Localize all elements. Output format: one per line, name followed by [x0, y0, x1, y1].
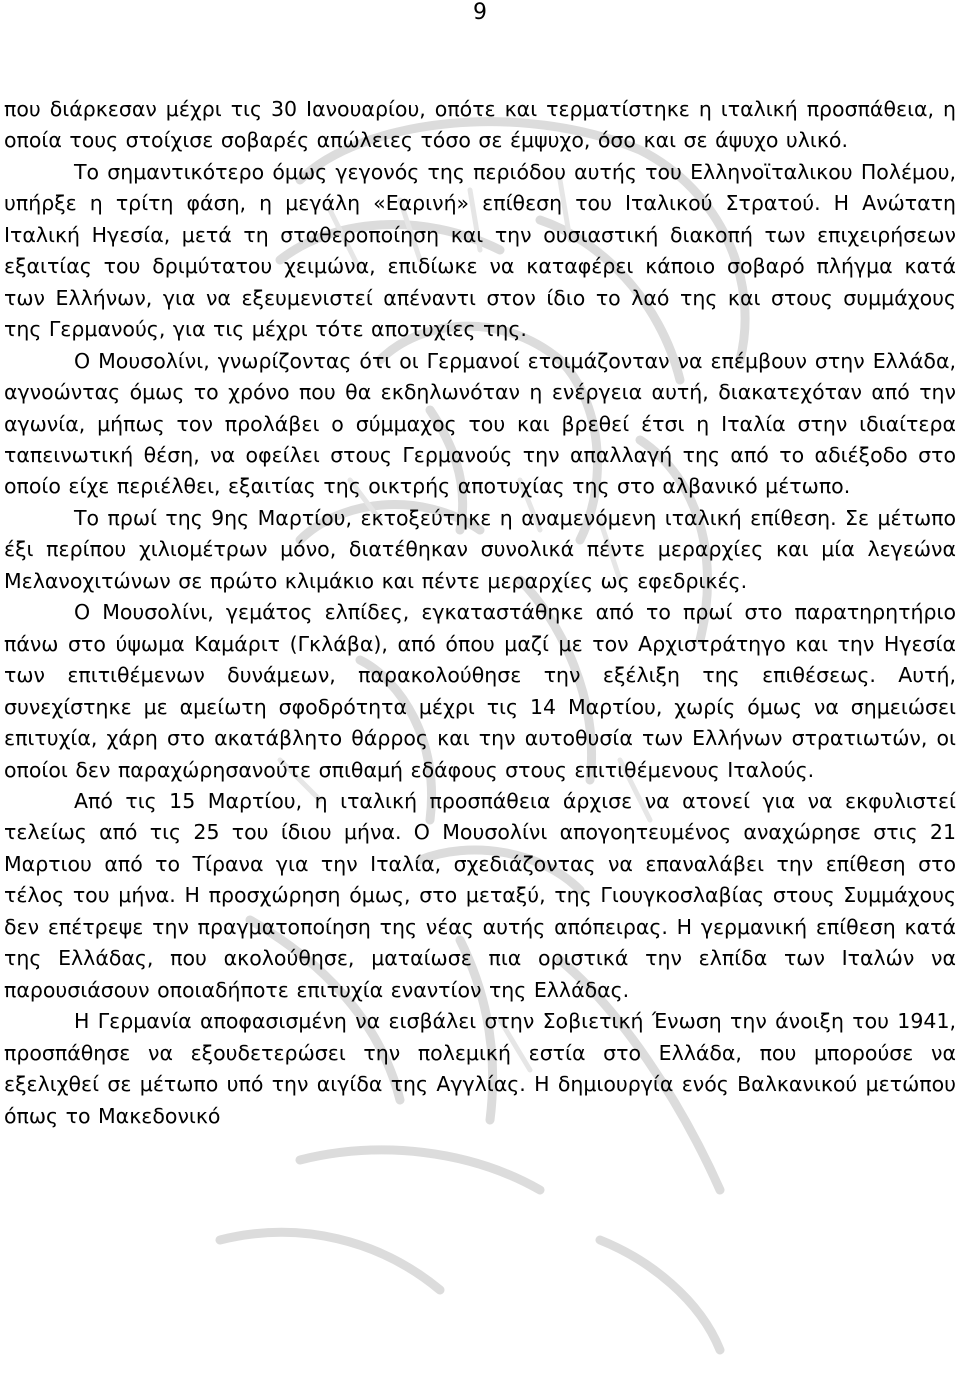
paragraph-1: που διάρκεσαν μέχρι τις 30 Ιανουαρίου, οπότε και τερματίστηκε η ιταλική προσπάθεια, η οποία τους στοίχισε σοβαρές απώλειες τόσο σε έμψυχο, όσο και σε άψυχο υλικό. [4, 97, 956, 153]
paragraph-2: Το σημαντικότερο όμως γεγονός της περιόδου αυτής του Ελληνοϊταλικου Πολέμου, υπήρξε η τρίτη φάση, η μεγάλη «Εαρινή» επίθεση του Ιταλικού Στρατού. Η Ανώτατη Ιταλική Ηγεσία, μετά τη σταθεροποίηση και την ουσιαστική διακοπή των επιχειρήσεων εξαιτίας του δριμύτατου χειμώνα, επιδίωκε να καταφέρει κάποιο σοβαρό πλήγμα κατά των Ελλήνων, για να εξευμενιστεί απέναντι στον ίδιο το λαό της και στους συμμάχους της Γερμανούς, για τις μέχρι τότε αποτυχίες της. [4, 159, 956, 342]
page-number: 9 [473, 0, 487, 25]
paragraph-4: Το πρωί της 9ης Μαρτίου, εκτοξεύτηκε η αναμενόμενη ιταλική επίθεση. Σε μέτωπο έξι περίπου χιλιομέτρων μόνο, διατέθηκαν συνολικά πέντε μεραρχίες και μία λεγεώνα Μελανοχιτώνων σε πρώτο κλιμάκιο και πέντε μεραρχίες ως εφεδρικές. [4, 505, 956, 593]
paragraph-3: Ο Μουσολίνι, γνωρίζοντας ότι οι Γερμανοί ετοιμάζονταν να επέμβουν στην Ελλάδα, αγνοώντας όμως το χρόνο που θα εκδηλωνόταν η ενέργεια αυτή, διακατεχόταν από την αγωνία, μήπως τον προλάβει ο σύμμαχος του και βρεθεί έτσι η Ιταλία στην ιδιαίτερα ταπεινωτική θέση, να οφείλει στους Γερμανούς την απαλλαγή της από το αδιέξοδο στο οποίο είχε περιέλθει, εξαιτίας της οικτρής αποτυχίας της στο αλβανικό μέτωπο. [4, 348, 956, 499]
document-body [4, 94, 956, 1132]
paragraph-5: Ο Μουσολίνι, γεμάτος ελπίδες, εγκαταστάθηκε από το πρωί στο παρατηρητήριο πάνω στο ύψωμα Καμάριτ (Γκλάβα), από όπου μαζί με τον Αρχιστράτηγο και την Ηγεσία των επιτιθέμενων δυνάμεων, παρακολούθησε την εξέλιξη της επιθέσεως. Αυτή, συνεχίστηκε με αμείωτη σφοδρότητα μέχρι τις 14 Μαρτίου, χωρίς όμως να σημειώσει επιτυχία, χάρη στο ακατάβλητο θάρρος και την αυτοθυσία των Ελλήνων στρατιωτών, οι οποίοι δεν παραχώρησανούτε σπιθαμή εδάφους στους επιτιθέμενους Ιταλούς. [4, 600, 956, 782]
paragraph-7: Η Γερμανία αποφασισμένη να εισβάλει στην Σοβιετική Ένωση την άνοιξη του 1941, προσπάθησε να εξουδετερώσει την πολεμική εστία στο Ελλάδα, που μπορούσε να εξελιχθεί σε μέτωπο υπό την αιγίδα της Αγγλίας. Η δημιουργία ενός Βαλκανικού μετώπου όπως το Μακεδονικό [4, 1009, 956, 1128]
paragraph-6: Από τις 15 Μαρτίου, η ιταλική προσπάθεια άρχισε να ατονεί για να εκφυλιστεί τελείως από τις 25 του ίδιου μήνα. Ο Μουσολίνι απογοητευμένος αναχώρησε στις 21 Μαρτιου από το Τίρανα για την Ιταλία, σχεδιάζοντας να επαναλάβει την επίθεση στο τέλος του μήνα. Η προσχώρηση όμως, στο μεταξύ, της Γιουγκοσλαβίας στους Συμμάχους δεν επέτρεψε την πραγματοποίηση της νέας αυτής απόπειρας. Η γερμανική επίθεση κατά της Ελλάδας, που ακολούθησε, ματαίωσε πια οριστικά την ελπίδα των Ιταλών να παρουσιάσουν οποιαδήποτε επιτυχία εναντίον της Ελλάδας. [4, 788, 956, 1002]
